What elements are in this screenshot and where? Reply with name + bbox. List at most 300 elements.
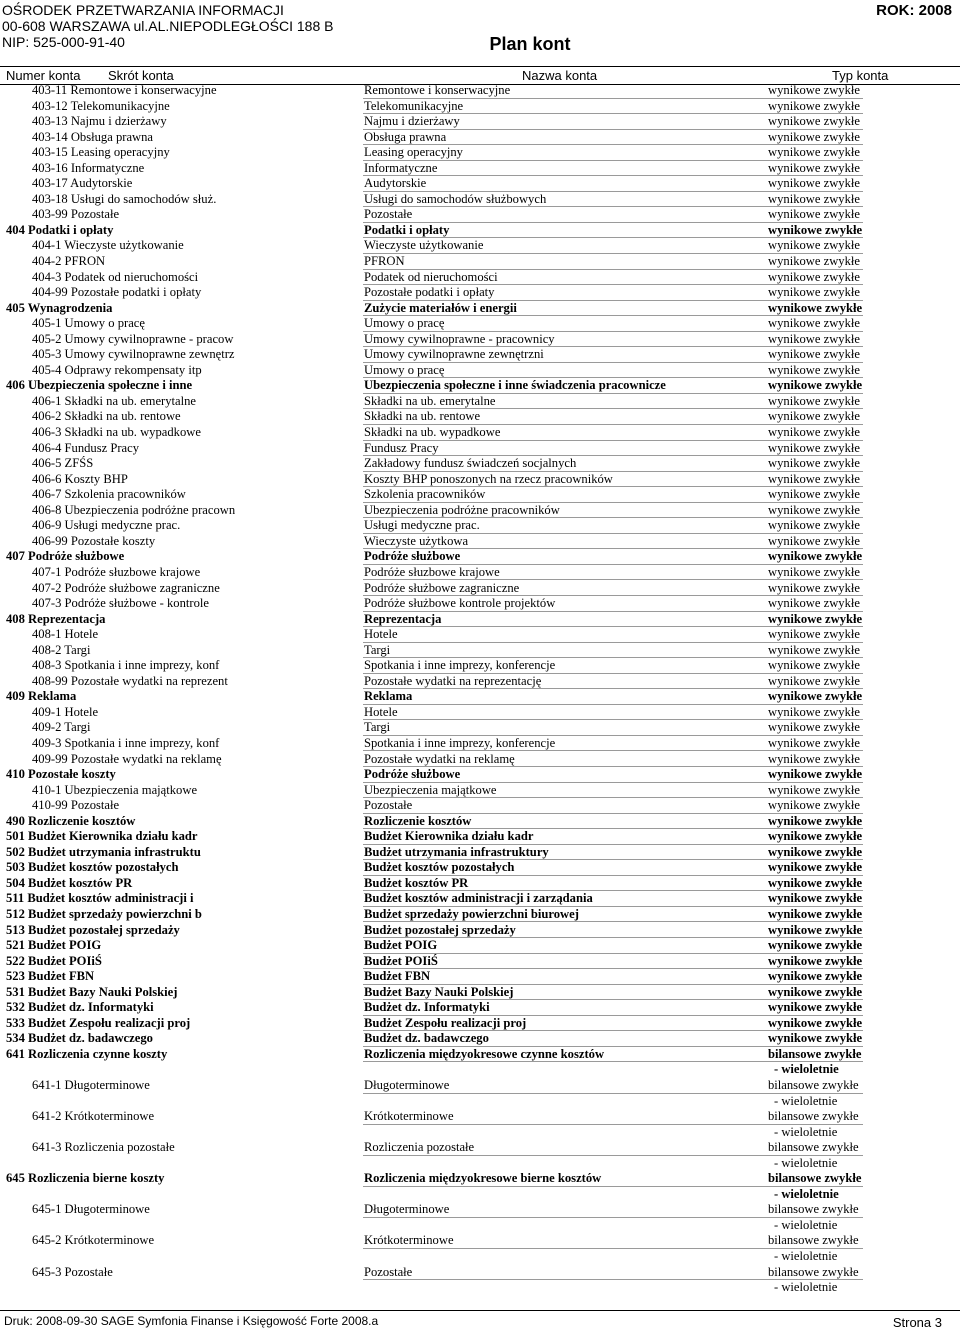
account-name-cell: Rozliczenia pozostałe	[364, 1140, 475, 1155]
account-row	[0, 114, 960, 130]
account-name-cell: Podatki i opłaty	[364, 222, 450, 237]
account-row	[0, 518, 960, 534]
column-header-number: Numer konta	[6, 68, 81, 83]
account-code-cell: 504 Budżet kosztów PR	[6, 875, 133, 890]
account-name-cell: Obsługa prawna	[364, 129, 447, 144]
account-code-cell: 533 Budżet Zespołu realizacji proj	[6, 1015, 191, 1030]
account-type-continuation-cell: - wieloletnie	[774, 1217, 838, 1232]
account-group-row	[0, 845, 960, 861]
account-type-cell: wynikowe zwykłe	[768, 860, 863, 875]
account-code-cell: 404-1 Wieczyste użytkowanie	[32, 238, 184, 253]
account-code-cell: 403-17 Audytorskie	[32, 176, 133, 191]
account-name-cell: Umowy o pracę	[364, 362, 445, 377]
account-name-cell: Podróże służbowe	[364, 549, 461, 564]
account-type-cell: wynikowe zwykłe	[768, 798, 860, 813]
account-name-cell: Rozliczenia międzyokresowe czynne kosztów	[364, 1046, 605, 1061]
account-type-cell: wynikowe zwykłe	[768, 611, 863, 626]
account-row	[0, 534, 960, 550]
account-row	[0, 720, 960, 736]
account-name-cell: Rozliczenia międzyokresowe bierne kosztów	[364, 1171, 602, 1186]
account-name-cell: Budżet kosztów pozostałych	[364, 860, 515, 875]
column-header-short: Skrót konta	[108, 68, 174, 83]
account-type-cell: wynikowe zwykłe	[768, 689, 863, 704]
account-type-cell: wynikowe zwykłe	[768, 176, 860, 191]
account-name-cell: Ubezpieczenia społeczne i inne świadczenia pracownicze	[364, 378, 666, 393]
account-row	[0, 409, 960, 425]
account-row	[0, 441, 960, 457]
account-code-cell: 408 Reprezentacja	[6, 611, 106, 626]
account-type-continuation-cell: - wieloletnie	[774, 1124, 838, 1139]
account-type-cell: wynikowe zwykłe	[768, 767, 863, 782]
account-name-cell: Hotele	[364, 704, 398, 719]
page-number: Strona 3	[892, 1315, 942, 1330]
account-code-cell: 409-2 Targi	[32, 720, 91, 735]
account-type-cell: wynikowe zwykłe	[768, 720, 860, 735]
page-title: Plan kont	[489, 34, 571, 54]
account-row	[0, 145, 960, 161]
account-row	[0, 627, 960, 643]
account-name-cell: Budżet kosztów PR	[364, 875, 469, 890]
account-type-cell: wynikowe zwykłe	[768, 331, 860, 346]
account-code-cell: 490 Rozliczenie kosztów	[6, 813, 136, 828]
account-code-cell: 409-99 Pozostałe wydatki na reklamę	[32, 751, 222, 766]
account-type-cell: wynikowe zwykłe	[768, 1031, 863, 1046]
account-code-cell: 409-1 Hotele	[32, 704, 99, 719]
organization-nip: NIP: 525-000-91-40	[2, 34, 125, 50]
account-type-cell: wynikowe zwykłe	[768, 922, 863, 937]
account-row	[0, 565, 960, 581]
accounts-table	[0, 83, 960, 1296]
account-code-cell: 641-3 Rozliczenia pozostałe	[32, 1140, 175, 1155]
account-type-cell: wynikowe zwykłe	[768, 114, 860, 129]
account-type-cell: wynikowe zwykłe	[768, 98, 860, 113]
account-group-row	[0, 985, 960, 1001]
account-type-cell: wynikowe zwykłe	[768, 409, 860, 424]
account-code-cell: 407-2 Podróże służbowe zagraniczne	[32, 580, 220, 595]
account-name-cell: Ubezpieczenia majątkowe	[364, 782, 497, 797]
account-type-cell: wynikowe zwykłe	[768, 906, 863, 921]
account-group-row	[0, 1031, 960, 1047]
account-type-cell: wynikowe zwykłe	[768, 254, 860, 269]
account-type-cell: wynikowe zwykłe	[768, 222, 863, 237]
account-type-cell: wynikowe zwykłe	[768, 969, 863, 984]
account-type-cell: bilansowe zwykłe	[768, 1109, 859, 1124]
account-type-continuation-cell: - wieloletnie	[774, 1249, 838, 1264]
account-code-cell: 405-4 Odprawy rekompensaty itp	[32, 362, 202, 377]
account-name-cell: Budżet Kierownika działu kadr	[364, 829, 534, 844]
account-row	[0, 83, 960, 99]
account-row	[0, 1233, 960, 1264]
account-code-cell: 406-2 Składki na ub. rentowe	[32, 409, 181, 424]
account-code-cell: 406-99 Pozostałe koszty	[32, 533, 156, 548]
account-code-cell: 406-5 ZFŚS	[32, 456, 94, 471]
account-code-cell: 531 Budżet Bazy Nauki Polskiej	[6, 984, 178, 999]
account-code-cell: 406-4 Fundusz Pracy	[32, 440, 140, 455]
account-row	[0, 456, 960, 472]
account-name-cell: Krótkoterminowe	[364, 1109, 454, 1124]
account-type-cell: wynikowe zwykłe	[768, 533, 860, 548]
account-name-cell: Spotkania i inne imprezy, konferencje	[364, 658, 556, 673]
account-code-cell: 403-11 Remontowe i konserwacyjne	[32, 83, 217, 97]
account-type-cell: wynikowe zwykłe	[768, 813, 863, 828]
account-group-row	[0, 689, 960, 705]
account-name-cell: Budżet POIG	[364, 938, 438, 953]
account-row	[0, 1140, 960, 1171]
account-name-cell: Budżet Zespołu realizacji proj	[364, 1015, 527, 1030]
account-code-cell: 403-14 Obsługa prawna	[32, 129, 154, 144]
account-type-cell: wynikowe zwykłe	[768, 129, 860, 144]
account-type-cell: bilansowe zwykłe	[768, 1140, 859, 1155]
account-type-cell: wynikowe zwykłe	[768, 875, 863, 890]
account-code-cell: 408-99 Pozostałe wydatki na reprezent	[32, 673, 228, 688]
account-type-continuation-cell: - wieloletnie	[774, 1280, 838, 1295]
account-type-cell: wynikowe zwykłe	[768, 518, 860, 533]
account-code-cell: 406-9 Usługi medyczne prac.	[32, 518, 181, 533]
account-code-cell: 410-99 Pozostałe	[32, 798, 120, 813]
account-row	[0, 316, 960, 332]
account-name-cell: Leasing operacyjny	[364, 145, 463, 160]
account-name-cell: Pozostałe podatki i opłaty	[364, 285, 495, 300]
account-type-cell: wynikowe zwykłe	[768, 580, 860, 595]
account-name-cell: Pozostałe	[364, 798, 413, 813]
account-row	[0, 658, 960, 674]
organization-name: OŚRODEK PRZETWARZANIA INFORMACJI	[2, 2, 284, 18]
account-code-cell: 641 Rozliczenia czynne koszty	[6, 1046, 168, 1061]
account-type-cell: wynikowe zwykłe	[768, 782, 860, 797]
account-row	[0, 332, 960, 348]
account-type-cell: wynikowe zwykłe	[768, 160, 860, 175]
account-type-cell: wynikowe zwykłe	[768, 316, 860, 331]
account-code-cell: 407-1 Podróże słuzbowe krajowe	[32, 564, 201, 579]
account-row	[0, 207, 960, 223]
account-code-cell: 523 Budżet FBN	[6, 969, 95, 984]
account-code-cell: 405-2 Umowy cywilnoprawne - pracow	[32, 331, 234, 346]
account-type-cell: bilansowe zwykłe	[768, 1078, 859, 1092]
account-code-cell: 409-3 Spotkania i inne imprezy, konf	[32, 735, 220, 750]
account-code-cell: 406-8 Ubezpieczenia podróżne pracown	[32, 502, 236, 517]
account-type-cell: wynikowe zwykłe	[768, 191, 860, 206]
account-type-cell: bilansowe zwykłe	[768, 1171, 862, 1186]
account-type-cell: wynikowe zwykłe	[768, 456, 860, 471]
account-code-cell: 512 Budżet sprzedaży powierzchni b	[6, 906, 202, 921]
account-type-cell: wynikowe zwykłe	[768, 596, 860, 611]
account-type-cell: wynikowe zwykłe	[768, 471, 860, 486]
account-type-cell: bilansowe zwykłe	[768, 1046, 862, 1061]
account-code-cell: 645-3 Pozostałe	[32, 1264, 113, 1279]
account-name-cell: Wieczyste użytkowanie	[364, 238, 484, 253]
account-code-cell: 408-2 Targi	[32, 642, 91, 657]
account-type-cell: wynikowe zwykłe	[768, 891, 863, 906]
account-type-cell: wynikowe zwykłe	[768, 829, 863, 844]
account-code-cell: 403-16 Informatyczne	[32, 160, 145, 175]
account-row	[0, 1265, 960, 1296]
account-code-cell: 408-1 Hotele	[32, 627, 99, 642]
account-type-cell: wynikowe zwykłe	[768, 844, 863, 859]
account-type-cell: wynikowe zwykłe	[768, 207, 860, 222]
account-code-cell: 406-6 Koszty BHP	[32, 471, 128, 486]
account-group-row	[0, 1000, 960, 1016]
account-row	[0, 285, 960, 301]
report-year: ROK: 2008	[876, 2, 952, 19]
account-type-cell: wynikowe zwykłe	[768, 704, 860, 719]
account-name-cell: Podróże słuzbowe krajowe	[364, 564, 500, 579]
account-type-cell: wynikowe zwykłe	[768, 83, 860, 97]
account-code-cell: 403-15 Leasing operacyjny	[32, 145, 170, 160]
account-type-cell: bilansowe zwykłe	[768, 1264, 859, 1279]
account-row	[0, 1109, 960, 1140]
account-row	[0, 705, 960, 721]
row-underline	[363, 1217, 863, 1218]
account-name-cell: Budżet kosztów administracji i zarządania	[364, 891, 593, 906]
account-row	[0, 363, 960, 379]
account-type-continuation-cell: - wieloletnie	[774, 1155, 838, 1170]
account-name-cell: Usługi medyczne prac.	[364, 518, 480, 533]
account-name-cell: Telekomunikacyjne	[364, 98, 464, 113]
account-code-cell: 502 Budżet utrzymania infrastruktu	[6, 844, 201, 859]
account-name-cell: Budżet sprzedaży powierzchni biurowej	[364, 906, 579, 921]
account-group-row	[0, 876, 960, 892]
account-type-cell: wynikowe zwykłe	[768, 285, 860, 300]
account-name-cell: Pozostałe	[364, 1264, 413, 1279]
account-row	[0, 643, 960, 659]
account-name-cell: Budżet POIiŚ	[364, 953, 438, 968]
account-code-cell: 405-1 Umowy o pracę	[32, 316, 145, 331]
account-row	[0, 425, 960, 441]
account-name-cell: Umowy cywilnoprawne zewnętrzni	[364, 347, 544, 362]
account-group-row	[0, 907, 960, 923]
account-row	[0, 161, 960, 177]
account-code-cell: 641-2 Krótkoterminowe	[32, 1109, 155, 1124]
account-group-row	[0, 301, 960, 317]
account-code-cell: 405 Wynagrodzenia	[6, 300, 113, 315]
account-name-cell: Informatyczne	[364, 160, 438, 175]
account-code-cell: 408-3 Spotkania i inne imprezy, konf	[32, 658, 220, 673]
account-code-cell: 522 Budżet POIiŚ	[6, 953, 102, 968]
account-type-cell: bilansowe zwykłe	[768, 1233, 859, 1248]
account-type-cell: wynikowe zwykłe	[768, 362, 860, 377]
account-type-cell: wynikowe zwykłe	[768, 642, 860, 657]
account-group-row	[0, 378, 960, 394]
account-name-cell: Ubezpieczenia podróżne pracowników	[364, 502, 560, 517]
account-name-cell: Podróże służbowe kontrole projektów	[364, 596, 556, 611]
row-underline	[363, 1186, 863, 1187]
account-type-cell: wynikowe zwykłe	[768, 425, 860, 440]
account-type-cell: wynikowe zwykłe	[768, 658, 860, 673]
account-type-cell: wynikowe zwykłe	[768, 564, 860, 579]
account-row	[0, 176, 960, 192]
account-group-row	[0, 223, 960, 239]
account-code-cell: 645 Rozliczenia bierne koszty	[6, 1171, 165, 1186]
account-row	[0, 238, 960, 254]
account-name-cell: PFRON	[364, 254, 405, 269]
account-type-cell: wynikowe zwykłe	[768, 300, 863, 315]
account-code-cell: 404 Podatki i opłaty	[6, 222, 114, 237]
account-row	[0, 487, 960, 503]
account-group-row	[0, 1171, 960, 1202]
account-name-cell: Pozostałe wydatki na reklamę	[364, 751, 515, 766]
account-name-cell: Budżet utrzymania infrastruktury	[364, 844, 549, 859]
account-row	[0, 596, 960, 612]
account-row	[0, 99, 960, 115]
account-name-cell: Pozostałe wydatki na reprezentację	[364, 673, 542, 688]
account-row	[0, 1078, 960, 1109]
account-row	[0, 581, 960, 597]
account-name-cell: Wieczyste użytkowa	[364, 533, 469, 548]
account-type-continuation-cell: - wieloletnie	[774, 1062, 839, 1077]
account-row	[0, 736, 960, 752]
account-type-cell: wynikowe zwykłe	[768, 673, 860, 688]
account-type-cell: wynikowe zwykłe	[768, 984, 863, 999]
account-code-cell: 406-3 Składki na ub. wypadkowe	[32, 425, 201, 440]
account-type-cell: wynikowe zwykłe	[768, 735, 860, 750]
account-name-cell: Składki na ub. wypadkowe	[364, 425, 501, 440]
account-name-cell: Pozostałe	[364, 207, 413, 222]
account-code-cell: 404-2 PFRON	[32, 254, 106, 269]
account-name-cell: Reklama	[364, 689, 413, 704]
account-type-cell: bilansowe zwykłe	[768, 1202, 859, 1217]
organization-address: 00-608 WARSZAWA ul.AL.NIEPODLEGŁOŚCI 188 B	[2, 18, 334, 34]
account-row	[0, 394, 960, 410]
row-underline	[363, 1124, 863, 1125]
account-code-cell: 407-3 Podróże służbowe - kontrole	[32, 596, 209, 611]
account-name-cell: Targi	[364, 642, 391, 657]
account-name-cell: Długoterminowe	[364, 1078, 450, 1092]
account-row	[0, 503, 960, 519]
account-group-row	[0, 612, 960, 628]
account-row	[0, 1202, 960, 1233]
account-type-cell: wynikowe zwykłe	[768, 502, 860, 517]
account-row	[0, 674, 960, 690]
row-underline	[363, 1248, 863, 1249]
account-name-cell: Targi	[364, 720, 391, 735]
account-name-cell: Hotele	[364, 627, 398, 642]
account-type-cell: wynikowe zwykłe	[768, 393, 860, 408]
account-name-cell: Budżet Bazy Nauki Polskiej	[364, 984, 514, 999]
account-name-cell: Fundusz Pracy	[364, 440, 439, 455]
account-name-cell: Podróże służbowe	[364, 767, 461, 782]
account-code-cell: 511 Budżet kosztów administracji i	[6, 891, 194, 906]
account-name-cell: Najmu i dzierżawy	[364, 114, 460, 129]
account-type-cell: wynikowe zwykłe	[768, 238, 860, 253]
account-type-cell: wynikowe zwykłe	[768, 627, 860, 642]
account-code-cell: 406-1 Składki na ub. emerytalne	[32, 393, 197, 408]
account-group-row	[0, 891, 960, 907]
account-name-cell: Składki na ub. emerytalne	[364, 393, 496, 408]
account-group-row	[0, 829, 960, 845]
row-underline	[363, 1155, 863, 1156]
account-name-cell: Szkolenia pracowników	[364, 487, 486, 502]
account-type-cell: wynikowe zwykłe	[768, 1000, 863, 1015]
account-code-cell: 406-7 Szkolenia pracowników	[32, 487, 186, 502]
account-code-cell: 645-2 Krótkoterminowe	[32, 1233, 155, 1248]
account-name-cell: Spotkania i inne imprezy, konferencje	[364, 735, 556, 750]
account-group-row	[0, 969, 960, 985]
account-code-cell: 641-1 Długoterminowe	[32, 1078, 150, 1092]
account-type-cell: wynikowe zwykłe	[768, 269, 860, 284]
print-info: Druk: 2008-09-30 SAGE Symfonia Finanse i Księgowość Forte 2008.a	[4, 1314, 379, 1328]
account-code-cell: 501 Budżet Kierownika działu kadr	[6, 829, 198, 844]
account-name-cell: Budżet dz. badawczego	[364, 1031, 489, 1046]
account-row	[0, 783, 960, 799]
account-group-row	[0, 1047, 960, 1078]
account-group-row	[0, 549, 960, 565]
account-name-cell: Składki na ub. rentowe	[364, 409, 481, 424]
account-type-cell: wynikowe zwykłe	[768, 1015, 863, 1030]
account-name-cell: Umowy cywilnoprawne - pracownicy	[364, 331, 555, 346]
account-row	[0, 472, 960, 488]
account-name-cell: Budżet FBN	[364, 969, 431, 984]
account-code-cell: 406 Ubezpieczenia społeczne i inne	[6, 378, 193, 393]
account-code-cell: 409 Reklama	[6, 689, 77, 704]
account-group-row	[0, 814, 960, 830]
account-row	[0, 347, 960, 363]
account-code-cell: 534 Budżet dz. badawczego	[6, 1031, 153, 1046]
account-type-cell: wynikowe zwykłe	[768, 378, 863, 393]
account-name-cell: Koszty BHP ponoszonych na rzecz pracowników	[364, 471, 613, 486]
row-underline	[363, 1061, 863, 1062]
account-type-continuation-cell: - wieloletnie	[774, 1093, 838, 1108]
account-code-cell: 403-99 Pozostałe	[32, 207, 120, 222]
account-group-row	[0, 1016, 960, 1032]
account-group-row	[0, 923, 960, 939]
account-code-cell: 513 Budżet pozostałej sprzedaży	[6, 922, 180, 937]
account-code-cell: 404-3 Podatek od nieruchomości	[32, 269, 199, 284]
account-row	[0, 270, 960, 286]
account-name-cell: Umowy o pracę	[364, 316, 445, 331]
account-name-cell: Reprezentacja	[364, 611, 442, 626]
column-header-name: Nazwa konta	[522, 68, 598, 83]
account-type-cell: wynikowe zwykłe	[768, 145, 860, 160]
account-row	[0, 798, 960, 814]
account-code-cell: 403-12 Telekomunikacyjne	[32, 98, 170, 113]
account-code-cell: 403-18 Usługi do samochodów służ.	[32, 191, 217, 206]
account-type-cell: wynikowe zwykłe	[768, 953, 863, 968]
account-group-row	[0, 954, 960, 970]
account-name-cell: Budżet dz. Informatyki	[364, 1000, 490, 1015]
account-type-continuation-cell: - wieloletnie	[774, 1186, 839, 1201]
account-code-cell: 403-13 Najmu i dzierżawy	[32, 114, 167, 129]
account-type-cell: wynikowe zwykłe	[768, 751, 860, 766]
account-name-cell: Podróże służbowe zagraniczne	[364, 580, 520, 595]
account-name-cell: Krótkoterminowe	[364, 1233, 454, 1248]
account-row	[0, 130, 960, 146]
account-code-cell: 407 Podróże służbowe	[6, 549, 125, 564]
account-code-cell: 645-1 Długoterminowe	[32, 1202, 150, 1217]
account-code-cell: 521 Budżet POIG	[6, 938, 102, 953]
account-type-cell: wynikowe zwykłe	[768, 938, 863, 953]
account-type-cell: wynikowe zwykłe	[768, 487, 860, 502]
account-group-row	[0, 767, 960, 783]
account-name-cell: Zużycie materiałów i energii	[364, 300, 517, 315]
account-code-cell: 410 Pozostałe koszty	[6, 767, 116, 782]
account-name-cell: Budżet pozostałej sprzedaży	[364, 922, 516, 937]
account-type-cell: wynikowe zwykłe	[768, 347, 860, 362]
account-code-cell: 503 Budżet kosztów pozostałych	[6, 860, 179, 875]
account-row	[0, 254, 960, 270]
account-group-row	[0, 860, 960, 876]
account-name-cell: Rozliczenie kosztów	[364, 813, 472, 828]
row-underline	[363, 1279, 863, 1280]
account-row	[0, 752, 960, 768]
account-group-row	[0, 938, 960, 954]
account-name-cell: Długoterminowe	[364, 1202, 450, 1217]
account-code-cell: 404-99 Pozostałe podatki i opłaty	[32, 285, 202, 300]
account-code-cell: 405-3 Umowy cywilnoprawne zewnętrz	[32, 347, 235, 362]
account-name-cell: Remontowe i konserwacyjne	[364, 83, 511, 97]
account-code-cell: 410-1 Ubezpieczenia majątkowe	[32, 782, 198, 797]
column-header-type: Typ konta	[832, 68, 889, 83]
account-name-cell: Audytorskie	[364, 176, 427, 191]
